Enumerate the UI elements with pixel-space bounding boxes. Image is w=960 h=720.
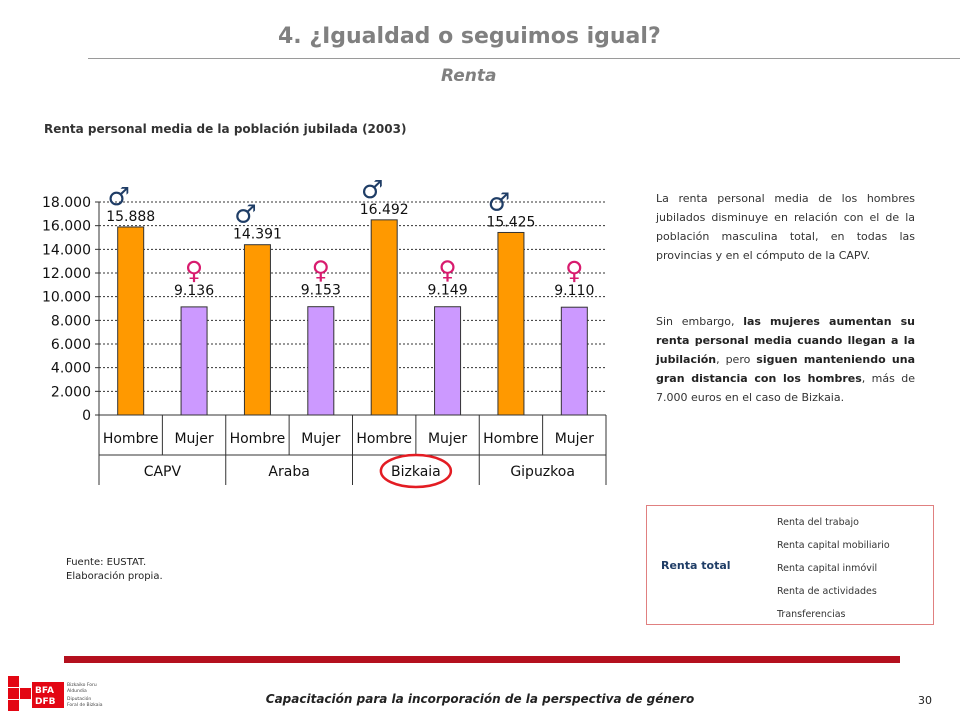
data-label: 15.888 xyxy=(106,208,156,225)
bar-mujer xyxy=(435,307,461,415)
y-tick-label: 4.000 xyxy=(50,360,91,377)
category-label: Hombre xyxy=(102,431,159,447)
group-label: CAPV xyxy=(143,464,182,480)
paragraph-2-bold-b: siguen manteniendo una gran distancia con los hombres xyxy=(656,353,915,385)
logo-text: Bizkaiko Foru xyxy=(67,683,97,688)
paragraph-2-bold-a: las mujeres aumentan su renta personal media cuando llegan a la jubilación xyxy=(656,315,915,366)
logo-text: Foral de Bizkaia xyxy=(67,703,103,708)
page-number: 30 xyxy=(918,694,932,707)
bar-chart xyxy=(0,160,640,500)
renta-item: Transferencias xyxy=(777,609,846,620)
y-tick-label: 6.000 xyxy=(50,337,91,353)
y-tick-label: 10.000 xyxy=(42,289,91,306)
group-label: Araba xyxy=(268,464,310,480)
source-note xyxy=(66,556,163,584)
category-label: Hombre xyxy=(356,431,413,447)
y-tick-label: 18.000 xyxy=(42,195,91,211)
logo-text: Diputación xyxy=(67,697,92,702)
y-tick-label: 14.000 xyxy=(42,242,91,259)
title-divider xyxy=(88,58,960,59)
bar-mujer xyxy=(561,307,587,415)
bar-mujer xyxy=(308,307,334,415)
category-label: Hombre xyxy=(483,431,539,447)
renta-total-label: Renta total xyxy=(661,559,731,572)
group-label: Bizkaia xyxy=(390,464,441,480)
category-label: Mujer xyxy=(427,431,468,447)
source-line: Fuente: EUSTAT. xyxy=(66,557,147,568)
page-subtitle: Renta xyxy=(441,66,497,86)
data-label: 9.110 xyxy=(554,283,595,300)
paragraph-1: La renta personal media de los hombres jubilados disminuye en relación con el de la población masculina total, en todas las provincias y en el cómputo de la CAPV. xyxy=(656,192,915,262)
renta-total-box xyxy=(646,505,934,625)
group-label: Gipuzkoa xyxy=(510,464,575,480)
paragraph-2-part-a: Sin embargo, xyxy=(656,315,744,328)
female-symbol: ♀ xyxy=(565,256,584,286)
renta-item: Renta del trabajo xyxy=(777,517,859,528)
male-symbol: ♂ xyxy=(487,187,511,217)
source-credit-line: Elaboración propia. xyxy=(66,571,163,582)
data-label: 15.425 xyxy=(486,214,536,231)
data-label: 9.149 xyxy=(427,282,468,299)
bar-hombre xyxy=(118,227,144,415)
y-tick-label: 16.000 xyxy=(42,218,91,235)
data-label: 16.492 xyxy=(359,201,409,218)
paragraph-2-part-c: , más de 7.000 euros en el caso de Bizkaia. xyxy=(656,372,915,404)
paragraph-2-part-b: , pero xyxy=(716,353,757,366)
bar-mujer xyxy=(181,307,207,415)
footer-text: Capacitación para la incorporación de la perspectiva de género xyxy=(265,692,695,706)
y-tick-label: 12.000 xyxy=(42,266,91,282)
female-symbol: ♀ xyxy=(311,255,330,285)
renta-item: Renta capital mobiliario xyxy=(777,540,890,551)
logo-abbr-1: BFA xyxy=(35,686,54,696)
y-tick-label: 8.000 xyxy=(50,313,91,330)
bar-hombre xyxy=(244,245,270,415)
bar-hombre xyxy=(371,220,397,415)
female-symbol: ♀ xyxy=(438,255,457,285)
female-symbol: ♀ xyxy=(184,255,204,285)
category-label: Mujer xyxy=(554,431,594,447)
y-tick-label: 0 xyxy=(82,408,91,424)
logo-text: Aldundia xyxy=(67,689,87,694)
male-symbol: ♂ xyxy=(234,199,257,229)
male-symbol: ♂ xyxy=(360,174,384,204)
category-label: Mujer xyxy=(174,431,214,447)
male-symbol: ♂ xyxy=(107,181,130,211)
footer-bar xyxy=(64,656,900,663)
logo-abbr-2: DFB xyxy=(35,697,56,707)
renta-item: Renta de actividades xyxy=(777,586,877,597)
paragraph-2 xyxy=(656,312,915,407)
page-title: 4. ¿Igualdad o seguimos igual? xyxy=(278,24,661,49)
category-label: Mujer xyxy=(301,431,341,447)
chart-title: Renta personal media de la población jubilada (2003) xyxy=(44,122,407,136)
category-label: Hombre xyxy=(229,431,286,447)
renta-item: Renta capital inmóvil xyxy=(777,563,878,574)
data-label: 9.153 xyxy=(300,282,341,299)
y-tick-label: 2.000 xyxy=(50,384,91,401)
data-label: 9.136 xyxy=(174,282,215,299)
data-label: 14.391 xyxy=(232,226,282,243)
bar-hombre xyxy=(498,232,524,415)
